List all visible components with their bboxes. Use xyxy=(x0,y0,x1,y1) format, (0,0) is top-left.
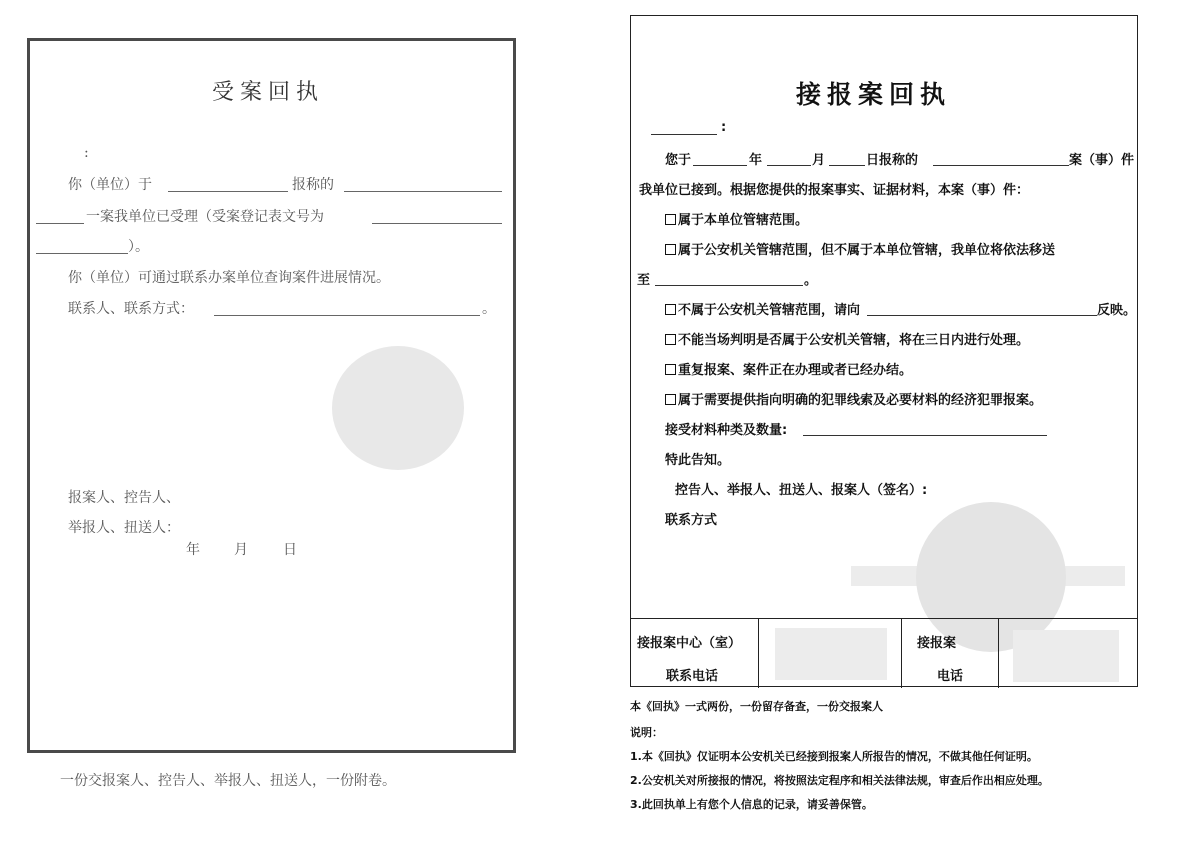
contact-blank[interactable] xyxy=(214,315,480,316)
center-label: 接报案中心（室） xyxy=(637,636,742,651)
contact-label: 联系方式 xyxy=(665,513,718,528)
redacted-center-name xyxy=(775,628,887,680)
salutation: : xyxy=(84,145,89,161)
line1-end: 案（事）件 xyxy=(1069,153,1135,168)
notice: 特此告知。 xyxy=(665,453,731,468)
note-2: 2.公安机关对所接报的情况，将按照法定程序和相关法律法规，审查后作出相应处理。 xyxy=(630,774,1049,787)
option-1[interactable]: 属于本单位管辖范围。 xyxy=(665,209,808,228)
year-blank[interactable] xyxy=(693,165,747,166)
left-footer: 一份交报案人、控告人、举报人、扭送人，一份附卷。 xyxy=(60,773,396,789)
option-5[interactable]: 重复报案、案件正在办理或者已经办结。 xyxy=(665,359,912,378)
line4-text: 你（单位）可通过联系办案单位查询案件进展情况。 xyxy=(68,270,390,286)
form-title: 接报案回执 xyxy=(796,80,952,109)
checkbox-icon[interactable] xyxy=(665,394,676,405)
line1-prefix: 你（单位）于 xyxy=(68,177,152,193)
table-divider-1 xyxy=(758,618,759,688)
note-3: 3.此回执单上有您个人信息的记录，请妥善保管。 xyxy=(630,798,873,811)
redacted-officer xyxy=(1013,630,1119,682)
case-blank[interactable] xyxy=(36,223,84,224)
salutation: : xyxy=(721,120,727,135)
signer-line-1: 报案人、控告人、 xyxy=(68,490,180,506)
table-divider-3 xyxy=(998,618,999,688)
doc-number-blank[interactable] xyxy=(372,223,502,224)
redacted-seal xyxy=(332,346,464,470)
day-blank[interactable] xyxy=(829,165,865,166)
date-year: 年 xyxy=(186,542,200,558)
line3-text: ）。 xyxy=(128,239,149,255)
option-6[interactable]: 属于需要提供指向明确的犯罪线索及必要材料的经济犯罪报案。 xyxy=(665,389,1042,408)
doc-number-blank-cont[interactable] xyxy=(36,253,128,254)
refer-blank[interactable] xyxy=(867,315,1097,316)
line2-text: 我单位已接到。根据您提供的报案事实、证据材料，本案（事）件： xyxy=(639,183,1030,198)
line1-reported: 报称的 xyxy=(292,177,334,193)
checkbox-icon[interactable] xyxy=(665,334,676,345)
form-title: 受案回执 xyxy=(212,80,325,105)
notes-heading: 说明： xyxy=(630,726,663,739)
option-3-end: 反映。 xyxy=(1097,303,1137,318)
date-blank[interactable] xyxy=(168,191,288,192)
materials-label: 接受材料种类及数量: xyxy=(665,423,788,438)
transfer-blank[interactable] xyxy=(655,285,803,286)
option-4[interactable]: 不能当场判明是否属于公安机关管辖，将在三日内进行处理。 xyxy=(665,329,1029,348)
option-2-cont: 至 xyxy=(637,273,651,288)
date-day: 日 xyxy=(283,542,297,558)
contact-end: 。 xyxy=(482,301,496,317)
line1-year: 年 xyxy=(749,153,763,168)
line1-day: 日报称的 xyxy=(866,153,919,168)
option-3[interactable]: 不属于公安机关管辖范围，请向 xyxy=(665,299,860,318)
acceptance-receipt-form xyxy=(27,38,516,753)
checkbox-icon[interactable] xyxy=(665,364,676,375)
copies-note: 本《回执》一式两份，一份留存备查，一份交报案人 xyxy=(630,700,883,713)
line1-prefix: 您于 xyxy=(665,153,692,168)
option-2[interactable]: 属于公安机关管辖范围，但不属于本单位管辖，我单位将依法移送 xyxy=(665,239,1055,258)
contact-label: 联系人、联系方式： xyxy=(68,301,194,317)
signer-line-2: 举报人、扭送人： xyxy=(68,520,180,536)
center-phone-label: 联系电话 xyxy=(666,669,719,684)
signer-label: 控告人、举报人、扭送人、报案人（签名）: xyxy=(675,483,928,498)
case-blank[interactable] xyxy=(933,165,1069,166)
materials-blank[interactable] xyxy=(803,435,1047,436)
option-2-end: 。 xyxy=(804,273,818,288)
line2-text: 一案我单位已受理（受案登记表文号为 xyxy=(86,209,324,225)
reported-blank[interactable] xyxy=(344,191,502,192)
report-receipt-form xyxy=(630,15,1138,687)
date-month: 月 xyxy=(234,542,248,558)
line1-month: 月 xyxy=(812,153,826,168)
month-blank[interactable] xyxy=(767,165,811,166)
table-divider-2 xyxy=(901,618,902,688)
officer-phone-label: 电话 xyxy=(937,669,964,684)
checkbox-icon[interactable] xyxy=(665,244,676,255)
checkbox-icon[interactable] xyxy=(665,304,676,315)
checkbox-icon[interactable] xyxy=(665,214,676,225)
officer-label: 接报案 xyxy=(917,636,957,651)
note-1: 1.本《回执》仅证明本公安机关已经接到报案人所报告的情况，不做其他任何证明。 xyxy=(630,750,1038,763)
table-top-border xyxy=(631,618,1137,619)
recipient-blank[interactable] xyxy=(651,134,717,135)
